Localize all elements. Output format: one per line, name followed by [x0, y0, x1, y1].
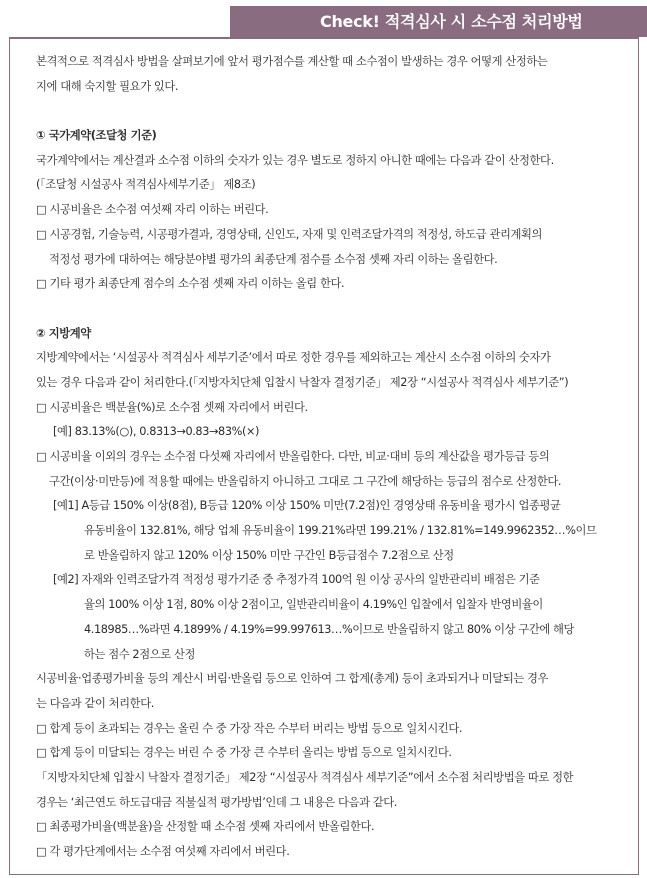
section2-other-line-1: 「지방자치단체 입찰시 낙찰자 결정기준」 제2장 “시설공사 적격심사 세부기준”에서 소수점 처리방법을 따로 정한: [36, 770, 574, 784]
section1-bullet-3: □ 기타 평가 최종단계 점수의 소수점 셋째 자리 이하는 올림 한다.: [36, 277, 345, 291]
section2-rounding-line-1: 시공비율·업종평가비율 등의 계산시 버림·반올림 등으로 인하여 그 합계(총계) 등이 초과되거나 미달되는 경우: [36, 672, 549, 686]
section2-other-line-2: 경우는 ‘최근연도 하도급대금 직불실적 평가방법’인데 그 내용은 다음과 같다.: [36, 795, 398, 809]
section1-bullet-2-line-2: 적정성 평가에 대하여는 해당분야별 평가의 최종단계 점수를 소수점 셋째 자리 이하는 올림한다.: [49, 252, 498, 266]
section2-bullet-4: □ 합계 등이 미달되는 경우는 버린 수 중 가장 큰 수부터 올리는 방법 등으로 일치시킨다.: [36, 746, 452, 760]
section2-example-2-line-1: [예2] 자재와 인력조달가격 적정성 평가기준 중 추정가격 100억 원 이상 공사의 일반관리비 배점은 기준: [53, 573, 540, 587]
section2-bullet-5: □ 최종평가비율(백분율)을 산정할 때 소수점 셋째 자리에서 반올림한다.: [36, 820, 375, 834]
section2-example-1-line-2: 유동비율이 132.81%, 해당 업체 유동비율이 199.21%라면 199.21% / 132.81%=149.9962352…%이므: [84, 524, 597, 538]
header-title: Check! 적격심사 시 소수점 처리방법: [320, 12, 583, 31]
section2-example-1-line-3: 로 반올림하지 않고 120% 이상 150% 미만 구간인 B등급점수 7.2점으로 산정: [84, 548, 454, 562]
spacer: [36, 99, 626, 124]
intro-line-1: 본격적으로 적격심사 방법을 살펴보기에 앞서 평가점수를 계산할 때 소수점이 발생하는 경우 어떻게 산정하는: [36, 55, 548, 68]
section1-title: ① 국가계약(조달청 기준): [36, 129, 157, 143]
section2-bullet-3: □ 합계 등이 초과되는 경우는 올린 수 중 가장 작은 수부터 버리는 방법 등으로 일치시킨다.: [36, 721, 463, 735]
section1-bullet-2-line-1: □ 시공경험, 기술능력, 시공평가결과, 경영상태, 신인도, 자재 및 인력조달가격의 적정성, 하도급 관리계획의: [36, 227, 543, 241]
section2-bullet-2-line-1: □ 시공비율 이외의 경우는 소수점 다섯째 자리에서 반올림한다. 다만, 비교·대비 등의 계산값을 평가등급 등의: [36, 450, 550, 463]
section2-body-line-1: 지방계약에서는 ‘시설공사 적격심사 세부기준’에서 따로 정한 경우를 제외하고는 계산시 소수점 이하의 숫자가: [36, 351, 551, 365]
spacer: [36, 297, 626, 322]
section2-example-0: [예] 83.13%(○), 0.8313→0.83→83%(×): [53, 425, 260, 439]
section-header: [230, 6, 647, 37]
section2-example-2-line-2: 율의 100% 이상 1점, 80% 이상 2점이고, 일반관리비율이 4.19%인 입찰에서 입찰자 반영비율이: [84, 598, 543, 612]
section1-body-line-1: 국가계약에서는 계산결과 소수점 이하의 숫자가 있는 경우 별도로 정하지 아니한 때에는 다음과 같이 산정한다.: [36, 153, 554, 167]
section2-rounding-line-2: 는 다음과 같이 처리한다.: [36, 696, 154, 710]
section1-bullet-1: □ 시공비율은 소수점 여섯째 자리 이하는 버린다.: [36, 203, 269, 217]
section2-example-1-line-1: [예1] A등급 150% 이상(8점), B등급 120% 이상 150% 미만(7.2점)인 경영상태 유동비율 평가시 업종평균: [53, 499, 561, 513]
section2-example-2-line-3: 4.18985…%라면 4.1899% / 4.19%=99.997613…%이므로 반올림하지 않고 80% 이상 구간에 해당: [84, 622, 575, 636]
document-body: [36, 50, 626, 865]
section2-bullet-2-line-2: 구간(이상·미만등)에 적용할 때에는 반올림하지 아니하고 그대로 그 구간에 해당하는 등급의 점수로 산정한다.: [49, 474, 562, 488]
section2-bullet-1: □ 시공비율은 백분율(%)로 소수점 셋째 자리에서 버린다.: [36, 400, 308, 414]
section2-title: ② 지방계약: [36, 326, 91, 340]
section2-example-2-line-4: 하는 점수 2점으로 산정: [84, 647, 195, 661]
intro-line-2: 지에 대해 숙지할 필요가 있다.: [36, 79, 179, 93]
section2-body-line-2: 있는 경우 다음과 같이 처리한다.(「지방자치단체 입찰시 낙찰자 결정기준」 제2장 “시설공사 적격심사 세부기준”): [36, 375, 569, 389]
section2-bullet-6: □ 각 평가단계에서는 소수점 여섯째 자리에서 버린다.: [36, 845, 290, 858]
section1-body-line-2: (「조달청 시설공사 적격심사세부기준」 제8조): [36, 178, 256, 192]
